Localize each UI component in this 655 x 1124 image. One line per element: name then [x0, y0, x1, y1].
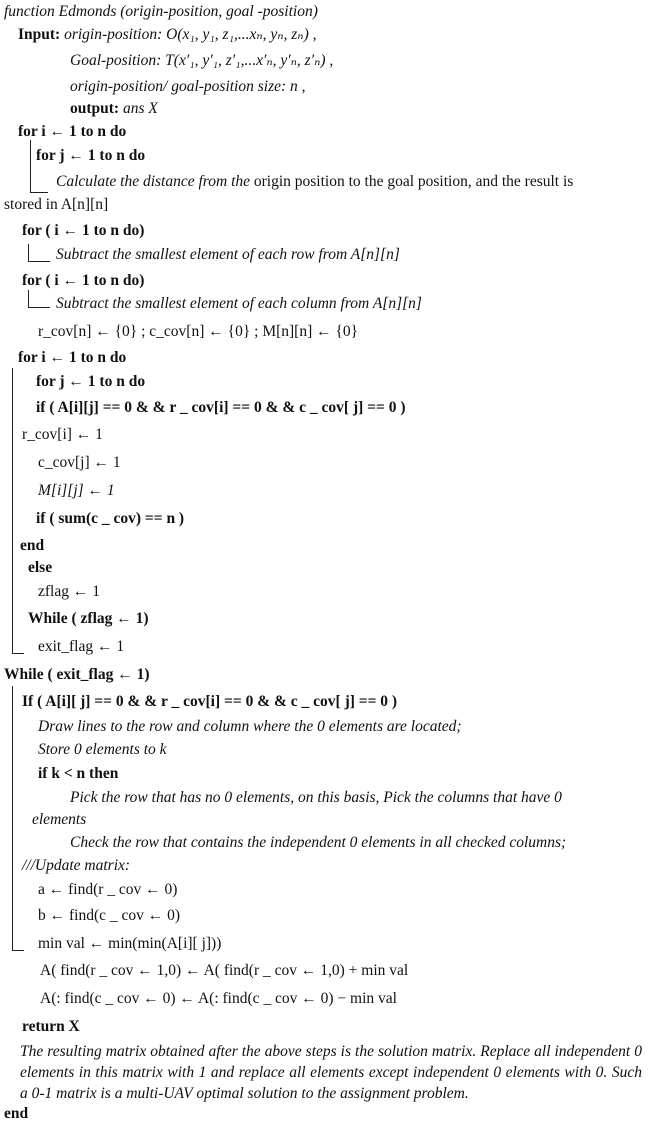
return-line [22, 1017, 80, 1037]
input-label: Input: [18, 26, 61, 43]
input-size-line: origin-position/ goal-position size: n , [70, 78, 306, 95]
if-sum-condition: if ( sum(c _ cov) == n ) [36, 510, 185, 527]
update-comment: ///Update matrix: [22, 857, 131, 874]
init-line: r_cov[n] ← {0} ; c_cov[n] ← {0} ; M[n][n] ← {0} [38, 323, 359, 340]
bracket-for-j1 [30, 140, 31, 192]
pick-step-cont: elements [32, 811, 87, 828]
function-header: function Edmonds (origin-position, goal -position) [4, 3, 318, 20]
a-find-assign: a ← find(r _ cov ← 0) [38, 881, 178, 898]
m-assign: M[i][j] ← 1 [38, 482, 115, 499]
subtract-col-step: Subtract the smallest element of each column from A[n][n] [56, 295, 422, 312]
for-i-loop-1: for i ← 1 to n do [18, 123, 127, 140]
store-step: Store 0 elements to k [38, 741, 167, 758]
input-origin-line [18, 25, 317, 45]
for-row-loop: for ( i ← 1 to n do) [22, 222, 145, 239]
end-keyword-2: end [4, 1105, 29, 1122]
if-zero-condition: if ( A[i][j] == 0 & & r _ cov[i] == 0 & & c _ cov[ j] == 0 ) [36, 399, 406, 416]
calc-stored-line: stored in A[n][n] [4, 196, 109, 213]
output-value: ans X [122, 100, 158, 117]
output-label: output: [70, 100, 120, 117]
minval-assign: min val ← min(min(A[i][ j])) [38, 935, 222, 952]
b-update: A(: find(c _ cov ← 0) ← A(: find(c _ cov ← 0) − min val [40, 990, 397, 1007]
b-find-assign: b ← find(c _ cov ← 0) [38, 907, 181, 924]
bracket-for-col [28, 290, 29, 307]
ccov-assign: c_cov[j] ← 1 [38, 454, 121, 471]
bracket-while-exit [12, 686, 13, 950]
while-exit-flag: While ( exit_flag ← 1) [4, 666, 150, 683]
calc-line [56, 172, 573, 192]
input-goal-line [70, 51, 333, 71]
a-update: A( find(r _ cov ← 1,0) ← A( find(r _ cov ← 1,0) + min val [40, 962, 409, 979]
input-origin-label: origin-position: [64, 26, 163, 43]
exit-flag-assign: exit_flag ← 1 [38, 638, 125, 655]
subtract-row-step: Subtract the smallest element of each row from A[n][n] [56, 246, 400, 263]
output-line [70, 99, 158, 119]
end-keyword-1: end [20, 537, 45, 554]
bracket-for-i2-tail [12, 653, 24, 654]
bracket-for-col-tail [28, 307, 50, 308]
else-keyword: else [28, 559, 53, 576]
input-goal-value: T(x′₁, y′₁, z′₁,...x′ₙ, y′ₙ, z′ₙ) , [165, 52, 334, 69]
for-j-loop-1: for j ← 1 to n do [36, 147, 146, 164]
check-step: Check the row that contains the independent 0 elements in all checked columns; [70, 834, 567, 851]
pick-step: Pick the row that has no 0 elements, on this basis, Pick the columns that have 0 [70, 789, 562, 806]
if-k-condition: if k < n then [38, 765, 119, 782]
result-paragraph: The resulting matrix obtained after the above steps is the solution matrix. Replace all independent 0 elements in this matrix with 1 and replace all elements except independent 0 elements with 0. Such a 0-1 matrix is a multi-UAV optimal solution to the assignment problem. [20, 1043, 642, 1102]
rcov-assign: r_cov[i] ← 1 [22, 426, 103, 443]
bracket-for-row-tail [28, 261, 50, 262]
if-zero-condition-2: If ( A[i][ j] == 0 & & r _ cov[i] == 0 & & c _ cov[ j] == 0 ) [22, 693, 398, 710]
while-zflag: While ( zflag ← 1) [28, 610, 149, 627]
calc-part-2: origin position to the goal position, and the result is [250, 173, 574, 190]
calc-part-1: Calculate the distance from the [56, 173, 250, 190]
draw-lines-step: Draw lines to the row and column where the 0 elements are located; [38, 718, 462, 735]
for-col-loop: for ( i ← 1 to n do) [22, 272, 145, 289]
input-goal-label: Goal-position: [70, 52, 162, 69]
input-origin-value: O(x₁, y₁, z₁,...xₙ, yₙ, zₙ) , [166, 26, 317, 43]
for-i-loop-2: for i ← 1 to n do [18, 349, 127, 366]
bracket-for-row [28, 244, 29, 261]
return-text: return X [22, 1018, 80, 1035]
bracket-for-i2 [12, 368, 13, 653]
bracket-while-exit-tail [12, 950, 24, 951]
bracket-for-j1-tail [30, 192, 48, 193]
zflag-assign: zflag ← 1 [38, 583, 100, 600]
for-j-loop-2: for j ← 1 to n do [36, 373, 146, 390]
